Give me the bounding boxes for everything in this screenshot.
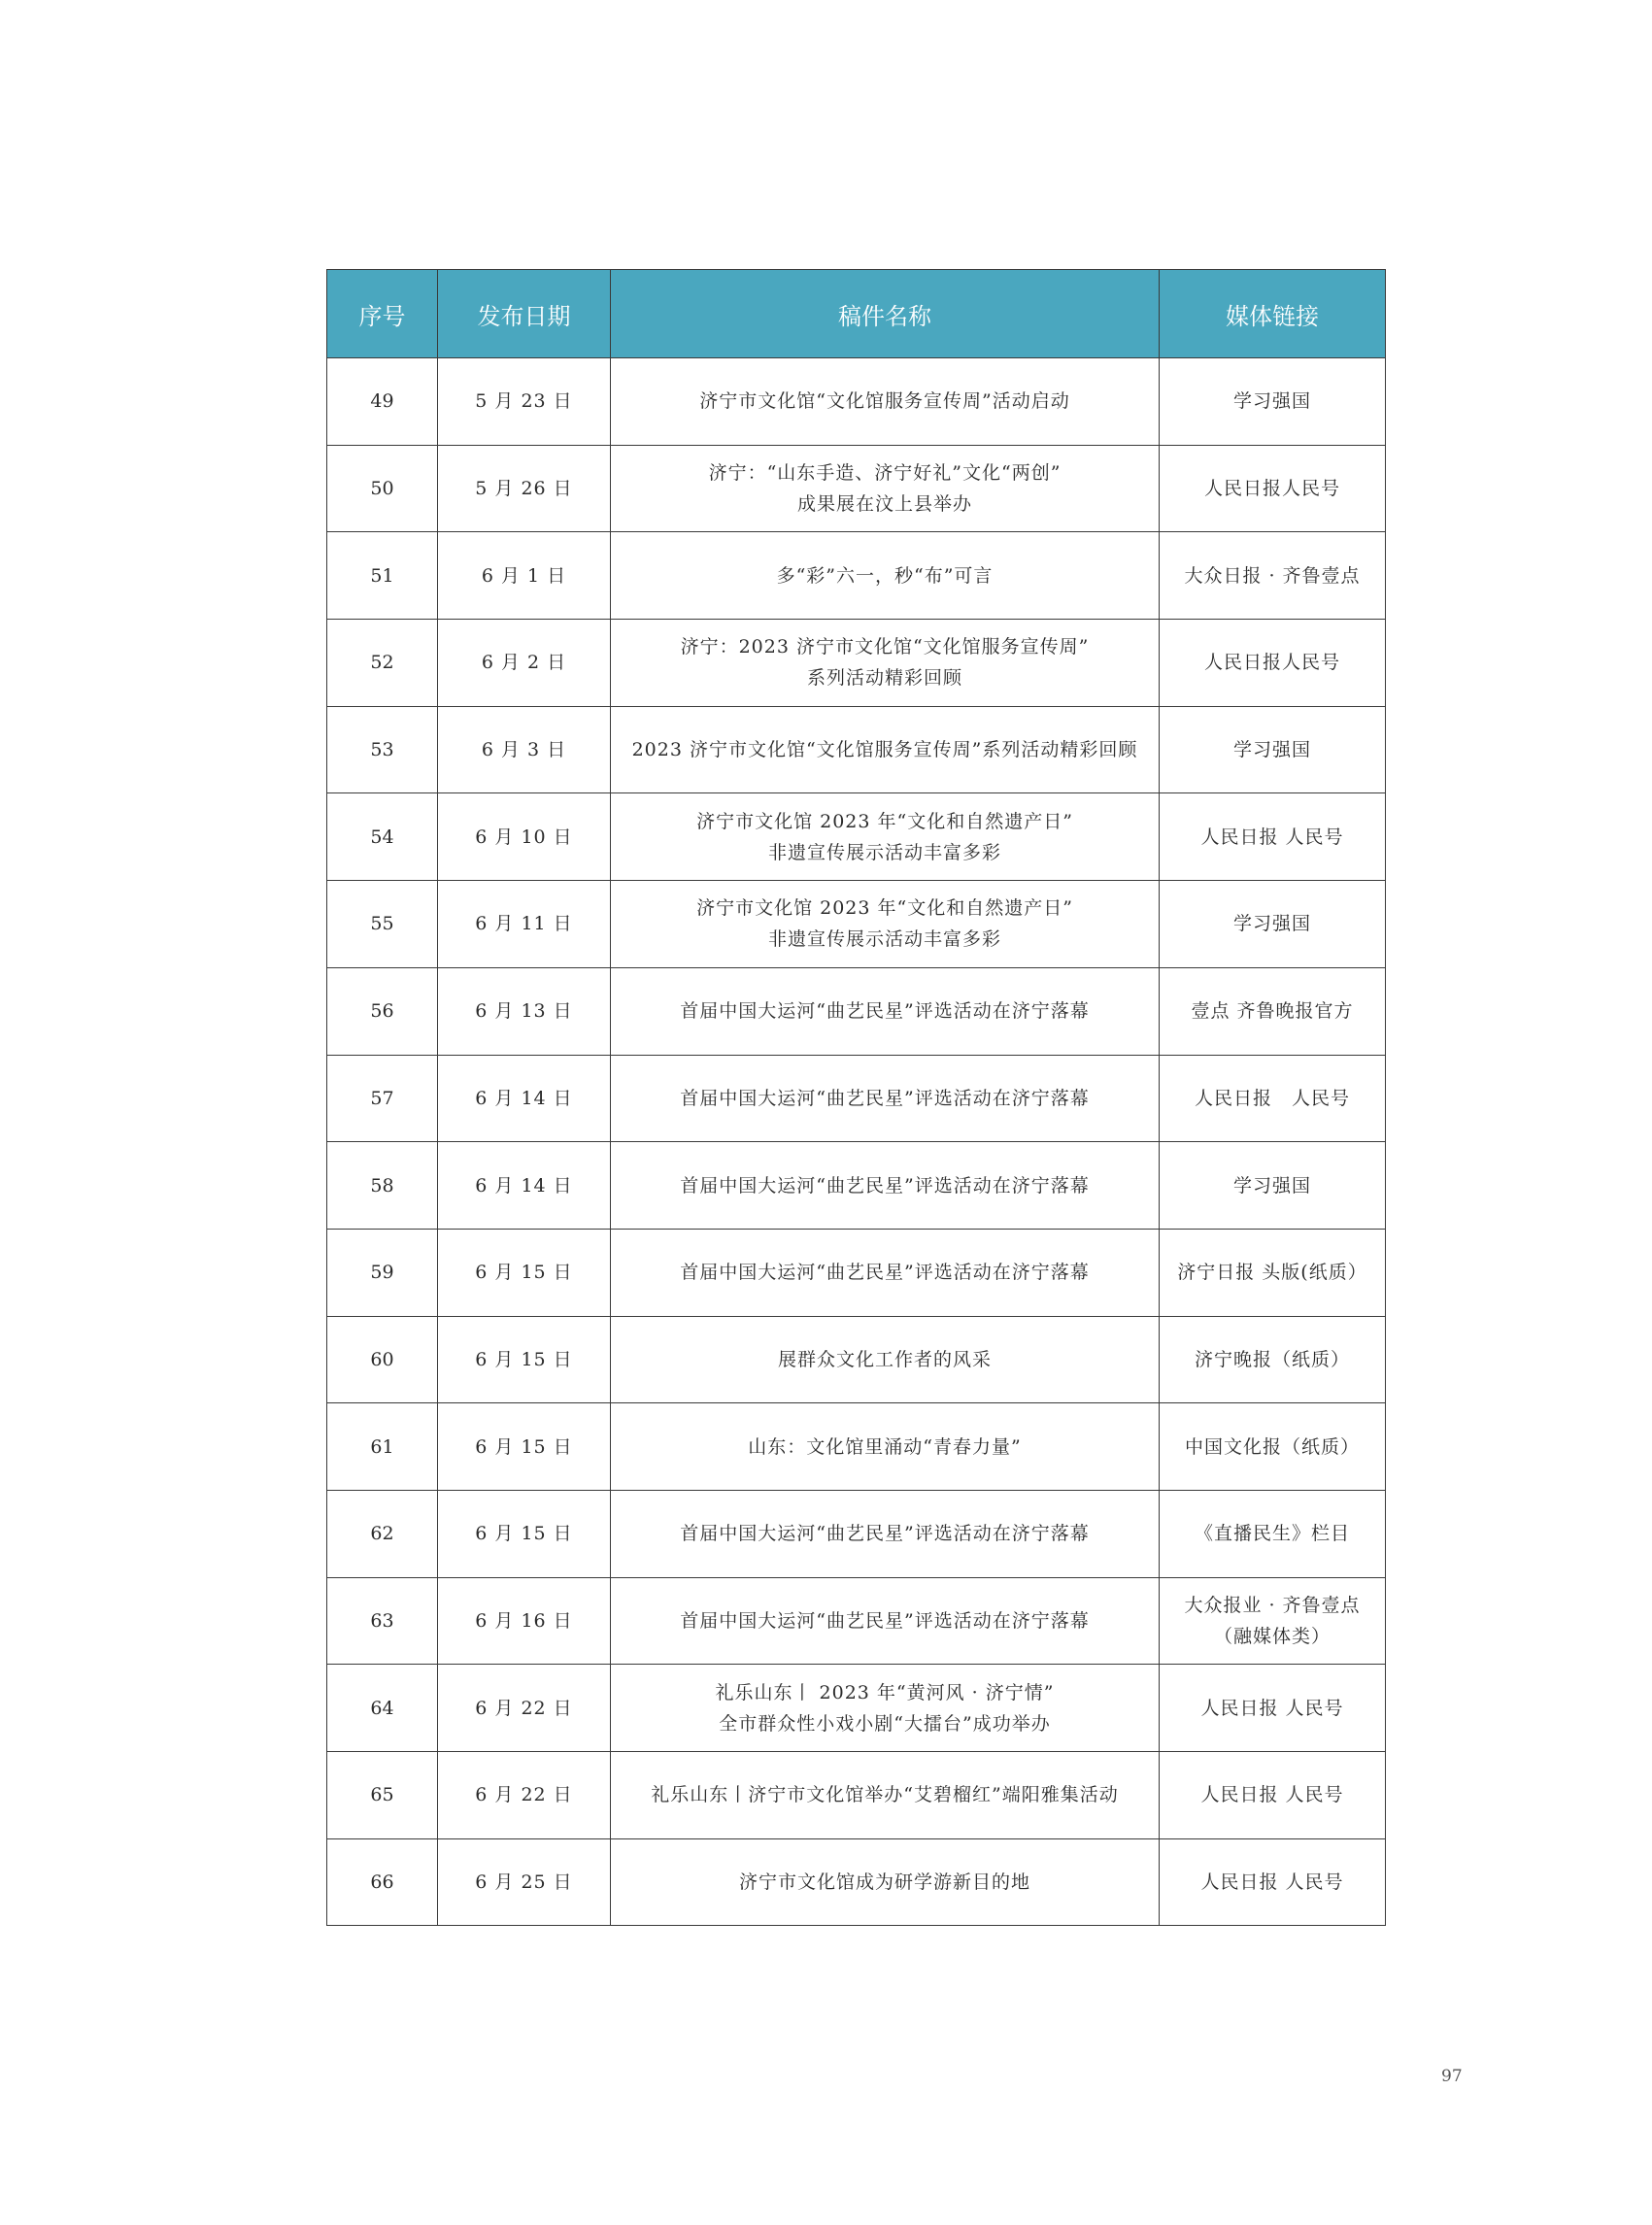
article-title-cell: [611, 1316, 1160, 1403]
article-title-cell: [611, 1403, 1160, 1491]
article-title-cell: [611, 620, 1160, 707]
article-title-line: 多“彩”六一，秒“布”可言: [776, 564, 994, 587]
table-row: [327, 1142, 1386, 1230]
serial-number-cell: 55: [327, 881, 438, 968]
publish-date-cell: 6 月 10 日: [438, 793, 611, 881]
media-link-cell: [1160, 1229, 1386, 1316]
table-row: [327, 967, 1386, 1055]
article-title-line: 首届中国大运河“曲艺民星”评选活动在济宁落幕: [680, 1523, 1090, 1545]
media-link-line: 学习强国: [1232, 390, 1311, 413]
media-link-cell: [1160, 1403, 1386, 1491]
publish-date-cell: 6 月 15 日: [438, 1316, 611, 1403]
media-link-line: 济宁日报 头版(纸质）: [1177, 1262, 1367, 1284]
table-header: [327, 270, 1386, 358]
media-link-line: 大众报业 · 齐鲁壹点: [1184, 1594, 1361, 1616]
article-title-cell: [611, 967, 1160, 1055]
media-link-cell: [1160, 1665, 1386, 1752]
article-title-line: 济宁市文化馆“文化馆服务宣传周”活动启动: [699, 390, 1070, 413]
media-link-cell: [1160, 881, 1386, 968]
publish-date-cell: 6 月 3 日: [438, 706, 611, 793]
table-row: [327, 1055, 1386, 1142]
media-link-line: 学习强国: [1232, 913, 1311, 935]
media-link-line: 人民日报 人民号: [1200, 1871, 1344, 1894]
media-link-line: 《直播民生》栏目: [1194, 1523, 1350, 1545]
media-link-cell: [1160, 1142, 1386, 1230]
serial-number-cell: 51: [327, 532, 438, 620]
serial-number-cell: 54: [327, 793, 438, 881]
media-link-line: 人民日报 人民号: [1194, 1087, 1350, 1109]
serial-number-cell: 49: [327, 358, 438, 446]
header-article-title: 稿件名称: [611, 270, 1160, 358]
publish-date-cell: 6 月 15 日: [438, 1229, 611, 1316]
publish-date-cell: 6 月 22 日: [438, 1665, 611, 1752]
media-link-cell: [1160, 793, 1386, 881]
article-title-cell: [611, 1229, 1160, 1316]
article-title-cell: [611, 532, 1160, 620]
header-row: [327, 270, 1386, 358]
article-title-line: 展群众文化工作者的风采: [777, 1348, 992, 1370]
table-row: [327, 532, 1386, 620]
table-row: [327, 445, 1386, 532]
article-title-cell: [611, 793, 1160, 881]
article-title-cell: [611, 1665, 1160, 1752]
media-link-cell: [1160, 1752, 1386, 1839]
media-coverage-table: [326, 269, 1386, 1926]
table-row: [327, 358, 1386, 446]
publish-date-cell: 5 月 23 日: [438, 358, 611, 446]
article-title-cell: [611, 1142, 1160, 1230]
page-number: 97: [1441, 2067, 1463, 2086]
media-link-line: 大众日报 · 齐鲁壹点: [1184, 564, 1361, 587]
media-link-line: 人民日报人民号: [1203, 478, 1340, 500]
media-link-line: 人民日报 人民号: [1200, 1784, 1344, 1806]
publish-date-cell: 6 月 25 日: [438, 1838, 611, 1926]
table-row: [327, 706, 1386, 793]
header-media-link: 媒体链接: [1160, 270, 1386, 358]
table-row: [327, 1577, 1386, 1665]
table-row: [327, 1752, 1386, 1839]
article-title-line: 非遗宣传展示活动丰富多彩: [767, 841, 1001, 863]
table-row: [327, 1403, 1386, 1491]
article-title-line: 济宁市文化馆 2023 年“文化和自然遗产日”: [696, 810, 1073, 832]
table-row: [327, 1229, 1386, 1316]
media-link-line: （融媒体类）: [1213, 1625, 1331, 1647]
article-title-line: 首届中国大运河“曲艺民星”评选活动在济宁落幕: [680, 1000, 1090, 1023]
media-link-line: 人民日报 人民号: [1200, 826, 1344, 848]
media-link-line: 中国文化报（纸质）: [1184, 1435, 1360, 1458]
serial-number-cell: 53: [327, 706, 438, 793]
article-title-line: 礼乐山东丨济宁市文化馆举办“艾碧榴红”端阳雅集活动: [651, 1784, 1119, 1806]
article-title-line: 济宁：2023 济宁市文化馆“文化馆服务宣传周”: [680, 636, 1090, 658]
table-row: [327, 881, 1386, 968]
publish-date-cell: 6 月 2 日: [438, 620, 611, 707]
article-title-line: 礼乐山东丨 2023 年“黄河风 · 济宁情”: [715, 1681, 1055, 1703]
publish-date-cell: 6 月 15 日: [438, 1403, 611, 1491]
article-title-cell: [611, 881, 1160, 968]
article-title-line: 非遗宣传展示活动丰富多彩: [767, 928, 1001, 951]
serial-number-cell: 59: [327, 1229, 438, 1316]
article-title-cell: [611, 1838, 1160, 1926]
header-serial-number: 序号: [327, 270, 438, 358]
serial-number-cell: 56: [327, 967, 438, 1055]
media-link-line: 人民日报 人民号: [1200, 1697, 1344, 1719]
publish-date-cell: 6 月 16 日: [438, 1577, 611, 1665]
article-title-cell: [611, 1490, 1160, 1577]
serial-number-cell: 63: [327, 1577, 438, 1665]
table-row: [327, 1838, 1386, 1926]
serial-number-cell: 62: [327, 1490, 438, 1577]
article-title-cell: [611, 1577, 1160, 1665]
article-title-line: 2023 济宁市文化馆“文化馆服务宣传周”系列活动精彩回顾: [631, 739, 1138, 761]
publish-date-cell: 6 月 14 日: [438, 1142, 611, 1230]
serial-number-cell: 65: [327, 1752, 438, 1839]
publish-date-cell: 6 月 15 日: [438, 1490, 611, 1577]
media-link-cell: [1160, 620, 1386, 707]
media-link-cell: [1160, 1577, 1386, 1665]
table-body: [327, 358, 1386, 1926]
article-title-line: 山东：文化馆里涌动“青春力量”: [748, 1435, 1022, 1458]
article-title-line: 首届中国大运河“曲艺民星”评选活动在济宁落幕: [680, 1087, 1090, 1109]
media-link-cell: [1160, 967, 1386, 1055]
serial-number-cell: 60: [327, 1316, 438, 1403]
article-title-line: 济宁市文化馆 2023 年“文化和自然遗产日”: [696, 897, 1073, 920]
media-link-line: 壹点 齐鲁晚报官方: [1191, 1000, 1354, 1023]
article-title-cell: [611, 706, 1160, 793]
article-title-cell: [611, 358, 1160, 446]
media-link-cell: [1160, 1838, 1386, 1926]
article-title-line: 成果展在汶上县举办: [796, 493, 972, 516]
media-link-line: 人民日报人民号: [1203, 652, 1340, 674]
table-row: [327, 793, 1386, 881]
serial-number-cell: 61: [327, 1403, 438, 1491]
publish-date-cell: 6 月 11 日: [438, 881, 611, 968]
article-title-cell: [611, 1752, 1160, 1839]
serial-number-cell: 52: [327, 620, 438, 707]
article-title-line: 首届中国大运河“曲艺民星”评选活动在济宁落幕: [680, 1174, 1090, 1197]
media-link-line: 学习强国: [1232, 1174, 1311, 1197]
article-title-line: 首届中国大运河“曲艺民星”评选活动在济宁落幕: [680, 1609, 1090, 1632]
serial-number-cell: 64: [327, 1665, 438, 1752]
serial-number-cell: 66: [327, 1838, 438, 1926]
table-row: [327, 1665, 1386, 1752]
article-title-line: 全市群众性小戏小剧“大擂台”成功举办: [719, 1712, 1051, 1735]
article-title-line: 济宁市文化馆成为研学游新目的地: [738, 1871, 1030, 1894]
serial-number-cell: 58: [327, 1142, 438, 1230]
publish-date-cell: 6 月 14 日: [438, 1055, 611, 1142]
media-link-cell: [1160, 532, 1386, 620]
media-link-cell: [1160, 445, 1386, 532]
serial-number-cell: 57: [327, 1055, 438, 1142]
article-title-line: 济宁：“山东手造、济宁好礼”文化“两创”: [708, 462, 1062, 485]
table-row: [327, 1316, 1386, 1403]
table-row: [327, 620, 1386, 707]
media-link-cell: [1160, 358, 1386, 446]
publish-date-cell: 6 月 22 日: [438, 1752, 611, 1839]
article-title-line: 首届中国大运河“曲艺民星”评选活动在济宁落幕: [680, 1262, 1090, 1284]
article-title-cell: [611, 1055, 1160, 1142]
media-link-line: 济宁晚报（纸质）: [1194, 1348, 1350, 1370]
publish-date-cell: 6 月 13 日: [438, 967, 611, 1055]
header-publish-date: 发布日期: [438, 270, 611, 358]
media-link-cell: [1160, 1490, 1386, 1577]
table-row: [327, 1490, 1386, 1577]
media-link-cell: [1160, 1316, 1386, 1403]
article-title-line: 系列活动精彩回顾: [806, 667, 962, 690]
media-link-cell: [1160, 1055, 1386, 1142]
serial-number-cell: 50: [327, 445, 438, 532]
publish-date-cell: 5 月 26 日: [438, 445, 611, 532]
media-link-line: 学习强国: [1232, 739, 1311, 761]
article-title-cell: [611, 445, 1160, 532]
media-link-cell: [1160, 706, 1386, 793]
publish-date-cell: 6 月 1 日: [438, 532, 611, 620]
